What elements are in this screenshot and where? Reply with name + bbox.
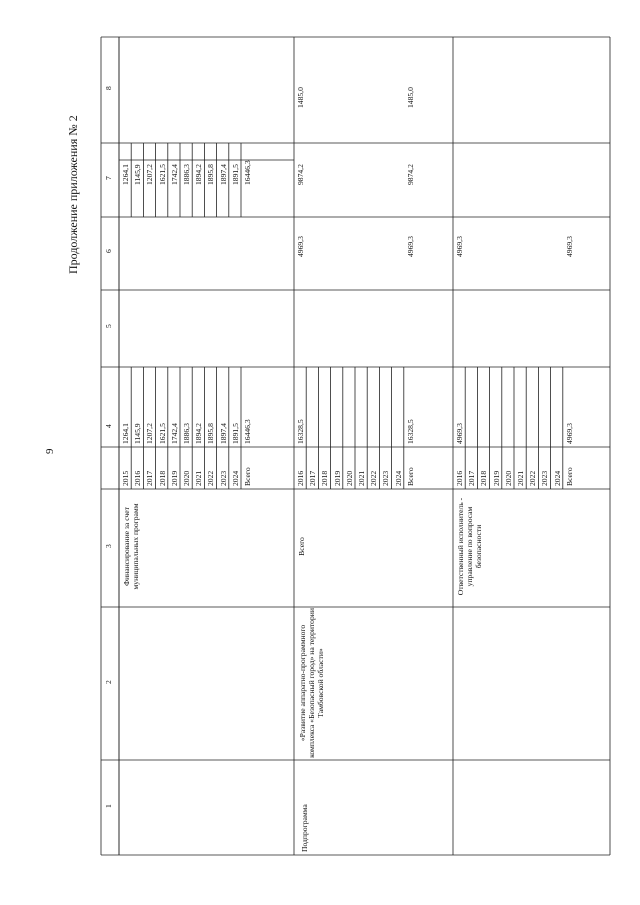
year-cell: 2021 <box>194 470 204 486</box>
value-col4: 1895,8 <box>206 423 216 444</box>
year-cell: 2024 <box>393 470 403 486</box>
page-heading: Продолжение приложения № 2 <box>66 115 80 274</box>
year-cell: 2020 <box>503 470 513 486</box>
column-number: 1 <box>104 804 113 808</box>
value-col4: 1891,5 <box>230 423 240 444</box>
year-cell: 2017 <box>145 470 155 486</box>
total-col4: 4969,3 <box>564 423 574 444</box>
value-col4: 16328,5 <box>296 419 305 444</box>
year-cell: 2016 <box>296 470 305 486</box>
value-col7: 1264,1 <box>121 164 130 185</box>
column-number: 7 <box>104 176 113 180</box>
value-col4: 4969,3 <box>455 423 464 444</box>
year-cell: 2022 <box>206 470 216 486</box>
year-cell: 2019 <box>169 470 179 486</box>
year-cell: 2023 <box>381 470 391 486</box>
value-col7: 1207,2 <box>145 164 155 185</box>
value-col7: 1894,2 <box>194 164 204 185</box>
column-number: 8 <box>104 86 113 90</box>
value-col4: 1742,4 <box>169 423 179 444</box>
total-label: Всего <box>564 467 574 486</box>
year-cell: 2024 <box>552 470 562 486</box>
year-cell: 2023 <box>218 470 228 486</box>
total-col8: 1485,0 <box>405 87 415 108</box>
year-cell: 2017 <box>308 470 318 486</box>
year-cell: 2024 <box>230 470 240 486</box>
funding-source: Всего <box>297 537 306 556</box>
value-col7: 1145,9 <box>133 164 143 185</box>
value-col4: 1621,5 <box>157 423 167 444</box>
total-col4: 16446,3 <box>243 419 252 444</box>
value-col7: 1886,3 <box>182 164 191 185</box>
year-cell: 2020 <box>344 470 354 486</box>
value-col6: 4969,3 <box>296 236 305 257</box>
page-number: 9 <box>44 448 56 454</box>
funding-source: Финансирование за счет муниципальных программ <box>122 503 140 590</box>
year-cell: 2018 <box>479 470 489 486</box>
column-number: 6 <box>104 249 113 253</box>
year-cell: 2015 <box>121 470 130 486</box>
value-col4: 1894,2 <box>194 423 204 444</box>
value-col8: 1485,0 <box>296 87 305 108</box>
year-cell: 2018 <box>320 470 330 486</box>
year-cell: 2020 <box>182 470 191 486</box>
year-cell: 2021 <box>516 470 525 486</box>
value-col7: 9874,2 <box>296 164 305 185</box>
total-col6: 4969,3 <box>564 236 574 257</box>
column-number: 5 <box>104 324 113 328</box>
column-number: 4 <box>104 424 113 428</box>
column-number: 2 <box>104 680 113 684</box>
value-col4: 1264,1 <box>121 423 130 444</box>
value-col4: 1897,4 <box>218 423 228 444</box>
funding-source: Ответственный исполнитель - управление по вопросам безопасности <box>456 497 483 596</box>
year-cell: 2018 <box>157 470 167 486</box>
year-cell: 2022 <box>528 470 538 486</box>
value-col4: 1207,2 <box>145 423 155 444</box>
subprogram-name: «Развитие аппаратно-программного комплекса «Безопасный город» на территории Тамбовской области» <box>298 608 325 758</box>
total-label: Всего <box>243 467 252 486</box>
year-cell: 2021 <box>357 470 366 486</box>
year-cell: 2022 <box>369 470 379 486</box>
value-col6: 4969,3 <box>455 236 464 257</box>
row-type-label: Подпрограмма <box>300 804 309 852</box>
total-col7: 9874,2 <box>405 164 415 185</box>
total-col4: 16328,5 <box>405 419 415 444</box>
total-col6: 4969,3 <box>405 236 415 257</box>
total-col7: 16446,3 <box>243 160 252 185</box>
year-cell: 2016 <box>455 470 464 486</box>
year-cell: 2016 <box>133 470 143 486</box>
year-cell: 2019 <box>332 470 342 486</box>
column-number: 3 <box>104 544 113 548</box>
value-col7: 1742,4 <box>169 164 179 185</box>
total-label: Всего <box>405 467 415 486</box>
year-cell: 2019 <box>491 470 501 486</box>
year-cell: 2023 <box>540 470 550 486</box>
value-col4: 1145,9 <box>133 423 143 444</box>
value-col7: 1621,5 <box>157 164 167 185</box>
value-col4: 1886,3 <box>182 423 191 444</box>
value-col7: 1897,4 <box>218 164 228 185</box>
value-col7: 1891,5 <box>230 164 240 185</box>
value-col7: 1895,8 <box>206 164 216 185</box>
year-cell: 2017 <box>467 470 477 486</box>
